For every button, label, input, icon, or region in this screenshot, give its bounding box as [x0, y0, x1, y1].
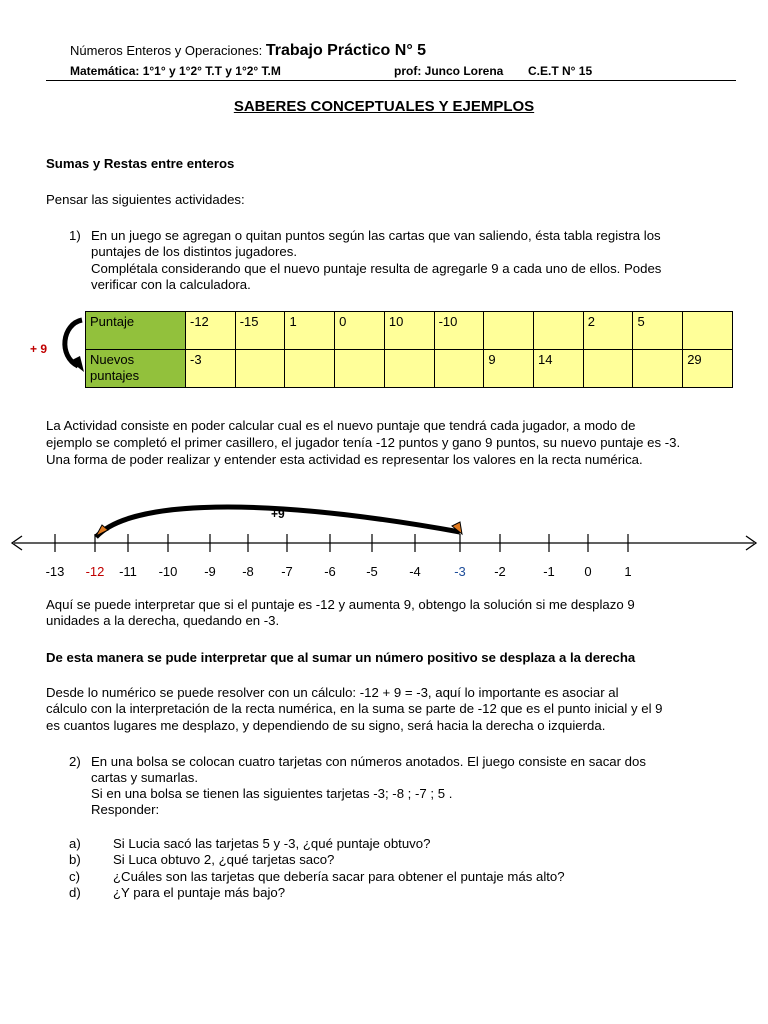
question-text: ¿Y para el puntaje más bajo? [113, 885, 286, 900]
activity2-line1: En una bolsa se colocan cuatro tarjetas con números anotados. El juego consiste en sacar dos [91, 754, 646, 769]
numeric-line2: cálculo con la interpretación de la recta numérica, en la suma se parte de -12 que es el punto inicial y el 9 [46, 701, 663, 716]
question-label: a) [69, 836, 81, 851]
table-cell[interactable] [335, 350, 385, 388]
question-text: ¿Cuáles son las tarjetas que debería sacar para obtener el puntaje más alto? [113, 869, 565, 884]
plus-nine-label: + 9 [30, 342, 48, 356]
table-cell[interactable]: -15 [235, 312, 285, 350]
number-line-tick-label: -9 [204, 564, 216, 579]
numeric-line1: Desde lo numérico se puede resolver con un cálculo: -12 + 9 = -3, aquí lo importante es asociar al [46, 685, 619, 700]
number-line-tick-label: -2 [494, 564, 506, 579]
page-title: SABERES CONCEPTUALES Y EJEMPLOS [233, 98, 535, 115]
table-cell[interactable]: -12 [186, 312, 236, 350]
table-cell[interactable]: 2 [583, 312, 633, 350]
table-cell[interactable] [434, 350, 484, 388]
number-line-tick-label: -3 [454, 564, 466, 579]
question-label: c) [69, 869, 80, 884]
table-cell[interactable]: 1 [285, 312, 335, 350]
number-line-tick-label: 0 [584, 564, 592, 579]
question-text: Si Lucia sacó las tarjetas 5 y -3, ¿qué puntaje obtuvo? [113, 836, 431, 851]
activity2-line4: Responder: [91, 802, 160, 817]
teacher-label: prof: Junco Lorena [394, 64, 504, 78]
table-cell[interactable] [285, 350, 335, 388]
course-name: Números Enteros y Operaciones: [70, 43, 263, 58]
table-cell[interactable]: 14 [534, 350, 584, 388]
table-cell[interactable]: 29 [683, 350, 733, 388]
table-row [86, 312, 733, 350]
activity1-line2: puntajes de los distintos jugadores. [91, 244, 298, 259]
intro-text: Pensar las siguientes actividades: [46, 192, 245, 207]
table-cell[interactable]: -3 [186, 350, 236, 388]
score-table [85, 311, 733, 388]
table-cell[interactable]: 5 [633, 312, 683, 350]
number-line-tick-label: 1 [624, 564, 632, 579]
header-line [70, 42, 426, 60]
header-subline [70, 64, 710, 78]
number-line-tick-label: -4 [409, 564, 421, 579]
activity1-line1: En un juego se agregan o quitan puntos según las cartas que van saliendo, ésta tabla registra los [91, 228, 661, 243]
curved-arrow-icon [56, 314, 88, 374]
table-cell[interactable] [683, 312, 733, 350]
number-line-tick-label: -6 [324, 564, 336, 579]
arc-label: +9 [271, 507, 285, 521]
number-line-tick-label: -1 [543, 564, 555, 579]
school-label: C.E.T N° 15 [528, 64, 593, 78]
question-label: d) [69, 885, 81, 900]
table-cell[interactable] [633, 350, 683, 388]
number-line-tick-label: -10 [158, 564, 178, 579]
table-cell[interactable]: 10 [384, 312, 434, 350]
interpretation-line1: Aquí se puede interpretar que si el puntaje es -12 y aumenta 9, obtengo la solución si me desplazo 9 [46, 597, 635, 612]
conclusion-text: De esta manera se pude interpretar que al sumar un número positivo se desplaza a la derecha [46, 650, 636, 665]
activity2-line3: Si en una bolsa se tienen las siguientes tarjetas -3; -8 ; -7 ; 5 . [91, 786, 453, 801]
section-heading: Sumas y Restas entre enteros [46, 156, 235, 171]
activity1-line4: verificar con la calculadora. [91, 277, 251, 292]
header-divider [46, 80, 736, 81]
table-cell[interactable] [235, 350, 285, 388]
question-text: Si Luca obtuvo 2, ¿qué tarjetas saco? [113, 852, 335, 867]
explanation-line1: La Actividad consiste en poder calcular cual es el nuevo puntaje que tendrá cada jugador, a modo de [46, 418, 636, 433]
activity1-line3: Complétala considerando que el nuevo puntaje resulta de agregarle 9 a cada uno de ellos. Podes [91, 261, 662, 276]
table-cell[interactable] [534, 312, 584, 350]
number-line-tick-label: -7 [281, 564, 293, 579]
question-label: b) [69, 852, 81, 867]
table-cell[interactable] [384, 350, 434, 388]
activity2-number: 2) [69, 754, 81, 769]
number-line-tick-label: -8 [242, 564, 254, 579]
table-row [86, 350, 733, 388]
table-cell[interactable] [484, 312, 534, 350]
activity1-number: 1) [69, 228, 81, 243]
assignment-title: Trabajo Práctico N° 5 [265, 42, 427, 59]
table-cell[interactable]: 0 [335, 312, 385, 350]
interpretation-line2: unidades a la derecha, quedando en -3. [46, 613, 280, 628]
row-header-nuevos-puntajes: Nuevos puntajes [86, 350, 186, 388]
table-cell[interactable]: 9 [484, 350, 534, 388]
number-line-tick-label: -13 [45, 564, 65, 579]
table-cell[interactable]: -10 [434, 312, 484, 350]
table-cell[interactable] [583, 350, 633, 388]
explanation-line2: ejemplo se completó el primer casillero, el jugador tenía -12 puntos y gano 9 puntos, su nuevo puntaje es -3. [46, 435, 681, 450]
number-line-tick-label: -11 [119, 564, 137, 579]
number-line-tick-label: -12 [85, 564, 105, 579]
explanation-line3: Una forma de poder realizar y entender esta actividad es representar los valores en la recta numérica. [46, 452, 643, 467]
activity2-line2: cartas y sumarlas. [91, 770, 198, 785]
subject-label: Matemática: 1°1° y 1°2° T.T y 1°2° T.M [70, 64, 281, 78]
number-line [0, 490, 768, 590]
number-line-tick-label: -5 [366, 564, 378, 579]
numeric-line3: es cuantos lugares me desplazo, y dependiendo de su signo, será hacia la derecha o izquierda. [46, 718, 606, 733]
row-header-puntaje: Puntaje [86, 312, 186, 350]
